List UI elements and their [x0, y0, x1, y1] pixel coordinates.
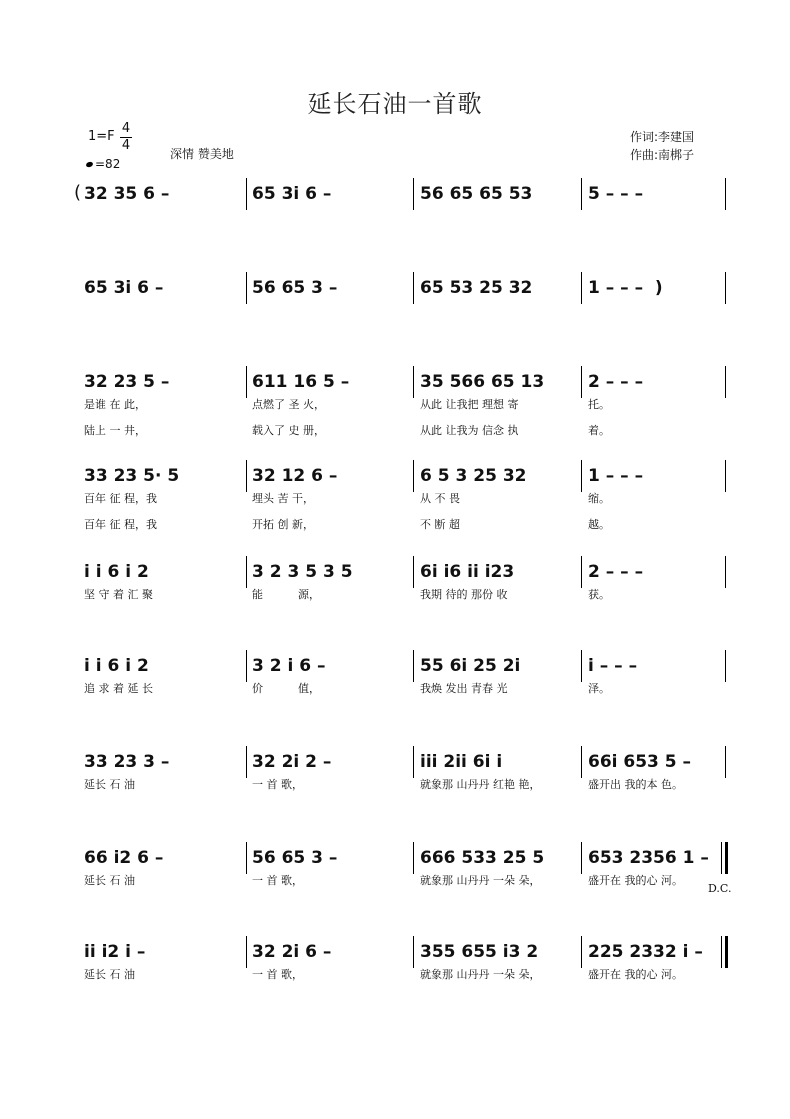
score-row: [0, 842, 790, 932]
bar-line: [725, 460, 726, 492]
measure-notes: 355 655 i3 2: [420, 942, 539, 962]
lyric-line: 追 求 着 延 长: [84, 682, 153, 695]
tempo-marking: =82: [86, 157, 120, 171]
bar-line: [246, 272, 247, 304]
lyric-line: 陆上 一 井，: [84, 424, 146, 437]
bar-line: [413, 556, 414, 588]
measure-notes: i i 6 i 2: [84, 562, 149, 582]
measure-notes: 32 23 5 –: [84, 372, 170, 392]
measure-notes: 2 – – –: [588, 372, 644, 392]
measure-notes: 3 2 3 5 3 5: [252, 562, 353, 582]
bar-line: [581, 460, 582, 492]
lyric-line: 从此 让我为 信念 执: [420, 424, 519, 437]
bar-line: [725, 936, 728, 968]
composer-credit: 作曲:南梆子: [630, 148, 695, 162]
lyric-line: 就象那 山丹丹 一朵 朵，: [420, 874, 541, 887]
lyric-line: 一 首 歌，: [252, 778, 303, 791]
bar-line: [246, 178, 247, 210]
measure-notes: i i 6 i 2: [84, 656, 149, 676]
measure-notes: 32 12 6 –: [252, 466, 338, 486]
measure-notes: 56 65 65 53: [420, 184, 533, 204]
measure-notes: 55 6i 25 2i: [420, 656, 521, 676]
score-row: [0, 556, 790, 646]
lyric-line: 托。: [588, 398, 610, 411]
score-row: [0, 460, 790, 550]
measure-notes: 65 3i 6 –: [252, 184, 332, 204]
bar-line: [581, 650, 582, 682]
lyric-line: 从 不 畏: [420, 492, 460, 505]
lyric-line: 盛开在 我的心 河。: [588, 874, 683, 887]
measure-notes: 32 2i 2 –: [252, 752, 332, 772]
lyric-line: 点燃了 圣 火，: [252, 398, 325, 411]
score-row: [0, 650, 790, 740]
measure-notes: 611 16 5 –: [252, 372, 350, 392]
lyric-line: 开拓 创 新，: [252, 518, 314, 531]
bar-line: [413, 936, 414, 968]
bar-line: [413, 460, 414, 492]
bar-line: [725, 746, 726, 778]
lyric-line: 一 首 歌，: [252, 968, 303, 981]
measure-notes: 33 23 5· 5: [84, 466, 180, 486]
score-row: [0, 178, 790, 268]
bar-line: [581, 936, 582, 968]
lyric-line: 获。: [588, 588, 610, 601]
measure-notes: 666 533 25 5: [420, 848, 545, 868]
bar-line: [246, 460, 247, 492]
measure-notes: 225 2332 i –: [588, 942, 703, 962]
measure-notes: 1 – – –: [588, 466, 644, 486]
bar-line: [246, 746, 247, 778]
repeat-paren: (: [74, 182, 82, 203]
bar-line: [413, 366, 414, 398]
meter-bottom: 4: [121, 138, 131, 153]
quarter-note-icon: [85, 161, 93, 168]
bar-line: [413, 650, 414, 682]
measure-notes: i – – –: [588, 656, 638, 676]
measure-notes: 32 2i 6 –: [252, 942, 332, 962]
measure-notes: 5 – – –: [588, 184, 644, 204]
lyric-line: 延长 石 油: [84, 968, 135, 981]
measure-notes: 65 3i 6 –: [84, 278, 164, 298]
lyric-line: 从此 让我把 理想 寄: [420, 398, 519, 411]
lyric-line: 能 源，: [252, 588, 320, 601]
lyric-line: 载入了 史 册，: [252, 424, 325, 437]
bar-line: [581, 746, 582, 778]
measure-notes: iii 2ii 6i i: [420, 752, 503, 772]
lyric-line: 不 断 超: [420, 518, 460, 531]
bar-line: [725, 178, 726, 210]
score-row: [0, 746, 790, 836]
bar-line: [725, 842, 728, 874]
bar-line: [246, 650, 247, 682]
measure-notes: 56 65 3 –: [252, 848, 338, 868]
expression-marking: 深情 赞美地: [170, 147, 234, 161]
measure-notes: 6 5 3 25 32: [420, 466, 527, 486]
bar-line: [413, 842, 414, 874]
lyric-line: 就象那 山丹丹 红艳 艳，: [420, 778, 541, 791]
lyric-line: 我焕 发出 青春 光: [420, 682, 508, 695]
score-row: [0, 366, 790, 456]
bar-line: [581, 272, 582, 304]
measure-notes: 3 2 i 6 –: [252, 656, 326, 676]
bar-line: [725, 272, 726, 304]
bar-line: [413, 272, 414, 304]
lyric-line: 百年 征 程，我: [84, 518, 157, 531]
lyric-line: 一 首 歌，: [252, 874, 303, 887]
bar-line: [581, 842, 582, 874]
measure-notes: 32 35 6 –: [84, 184, 170, 204]
measure-notes: ii i2 i –: [84, 942, 146, 962]
da-capo-marking: D.C.: [708, 882, 732, 895]
measure-notes: 65 53 25 32: [420, 278, 533, 298]
measure-notes: 66 i2 6 –: [84, 848, 164, 868]
measure-notes: 35 566 65 13: [420, 372, 545, 392]
lyric-line: 延长 石 油: [84, 874, 135, 887]
measure-notes: 33 23 3 –: [84, 752, 170, 772]
lyric-line: 着。: [588, 424, 610, 437]
lyric-line: 就象那 山丹丹 一朵 朵，: [420, 968, 541, 981]
bar-line: [581, 366, 582, 398]
lyric-line: 价 值，: [252, 682, 320, 695]
meter-top: 4: [121, 121, 131, 136]
bar-line: [721, 842, 722, 874]
bar-line: [725, 556, 726, 588]
bar-line: [246, 556, 247, 588]
lyric-line: 盛开在 我的心 河。: [588, 968, 683, 981]
measure-notes: 6i i6 ii i23: [420, 562, 515, 582]
lyric-line: 埋头 苦 干，: [252, 492, 314, 505]
lyric-line: 我期 待的 那份 收: [420, 588, 508, 601]
lyric-line: 泽。: [588, 682, 610, 695]
bar-line: [413, 746, 414, 778]
song-title: 延长石油一首歌: [307, 90, 483, 118]
measure-notes: 2 – – –: [588, 562, 644, 582]
bar-line: [721, 936, 722, 968]
lyric-line: 缩。: [588, 492, 610, 505]
lyricist-credit: 作词:李建国: [630, 130, 695, 144]
measure-notes: 653 2356 1 –: [588, 848, 709, 868]
bar-line: [246, 366, 247, 398]
lyric-line: 越。: [588, 518, 610, 531]
bar-line: [413, 178, 414, 210]
measure-notes: 1 – – – ): [588, 278, 663, 298]
score-row: [0, 936, 790, 1026]
time-signature: [120, 121, 132, 154]
lyric-line: 百年 征 程，我: [84, 492, 157, 505]
bar-line: [246, 842, 247, 874]
bar-line: [725, 366, 726, 398]
bar-line: [581, 556, 582, 588]
score-row: [0, 272, 790, 362]
bar-line: [725, 650, 726, 682]
lyric-line: 坚 守 着 汇 聚: [84, 588, 153, 601]
lyric-line: 是谁 在 此，: [84, 398, 146, 411]
key-signature: 1=F: [88, 129, 115, 144]
lyric-line: 盛开出 我的本 色。: [588, 778, 683, 791]
bar-line: [581, 178, 582, 210]
bar-line: [246, 936, 247, 968]
measure-notes: 66i 653 5 –: [588, 752, 692, 772]
lyric-line: 延长 石 油: [84, 778, 135, 791]
measure-notes: 56 65 3 –: [252, 278, 338, 298]
